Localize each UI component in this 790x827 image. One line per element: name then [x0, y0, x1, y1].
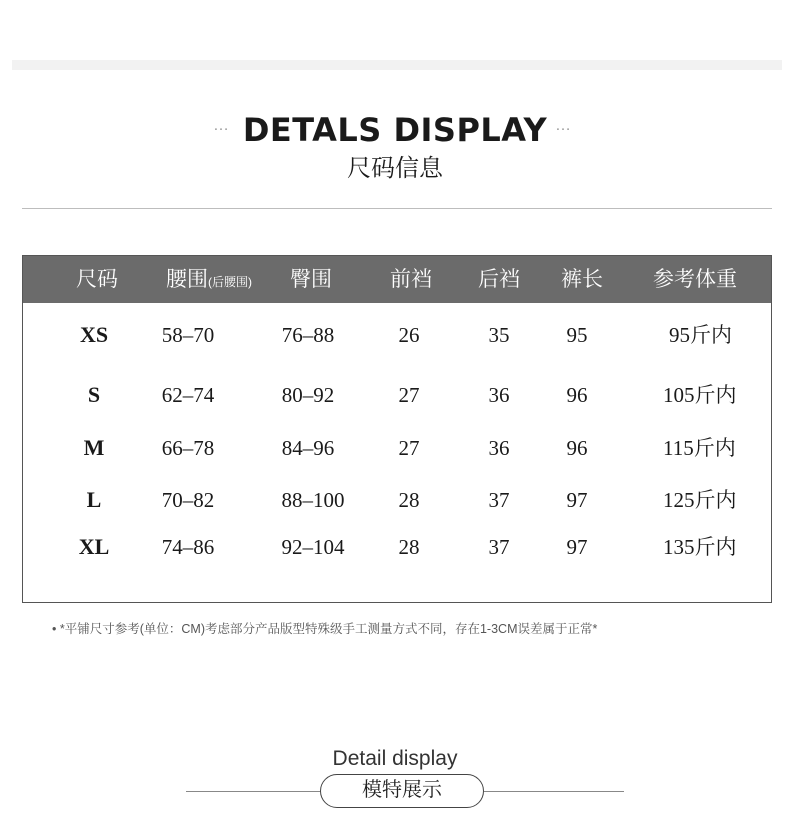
hip-cell: 88–100 — [281, 488, 345, 512]
length-cell: 95 — [566, 323, 588, 347]
front-rise-cell: 28 — [398, 535, 420, 559]
column-header-weight: 参考体重 — [653, 268, 737, 291]
weight-cell: 95斤内 — [669, 323, 732, 347]
weight-cell: 125斤内 — [663, 488, 737, 512]
weight-cell: 105斤内 — [663, 383, 737, 407]
column-header-waist-note: (后腰围) — [208, 275, 252, 289]
section-header — [0, 110, 790, 190]
table-row — [23, 485, 771, 515]
size-cell: M — [83, 435, 105, 460]
decor-dots-left: … — [213, 117, 230, 134]
waist-cell: 62–74 — [161, 383, 215, 407]
waist-cell: 58–70 — [161, 323, 215, 347]
page-subtitle: 尺码信息 — [347, 155, 443, 182]
size-cell: S — [87, 382, 101, 407]
length-cell: 97 — [566, 535, 588, 559]
column-header-waist: 腰围(后腰围) — [166, 268, 252, 291]
measurement-footnote: • *平铺尺寸参考(单位：CM)考虑部分产品版型特殊级手工测量方式不同，存在1-3CM误差属于正常* — [52, 622, 598, 636]
front-rise-cell: 26 — [398, 323, 420, 347]
waist-cell: 70–82 — [161, 488, 215, 512]
length-cell: 97 — [566, 488, 588, 512]
detail-display-title: Detail display — [332, 747, 458, 770]
size-table — [22, 255, 772, 603]
back-rise-cell: 35 — [488, 323, 510, 347]
detail-line-right — [484, 791, 624, 792]
decor-dots-right: … — [555, 117, 572, 134]
back-rise-cell: 36 — [488, 383, 510, 407]
hip-cell: 92–104 — [281, 535, 345, 559]
front-rise-cell: 28 — [398, 488, 420, 512]
hip-cell: 84–96 — [281, 436, 335, 460]
front-rise-cell: 27 — [398, 436, 420, 460]
column-header-length: 裤长 — [561, 268, 603, 291]
column-header-front-rise: 前裆 — [390, 268, 432, 291]
waist-cell: 74–86 — [161, 535, 215, 559]
table-row — [23, 433, 771, 463]
length-cell: 96 — [566, 383, 588, 407]
weight-cell: 115斤内 — [663, 436, 736, 460]
divider — [22, 208, 772, 209]
top-band — [12, 60, 782, 70]
column-header-hip: 臀围 — [290, 268, 332, 291]
hip-cell: 80–92 — [281, 383, 335, 407]
back-rise-cell: 37 — [488, 535, 510, 559]
page-title: DETALS DISPLAY — [242, 111, 548, 149]
model-display-label: 模特展示 — [320, 774, 484, 808]
back-rise-cell: 37 — [488, 488, 510, 512]
table-header — [23, 256, 771, 303]
hip-cell: 76–88 — [281, 323, 335, 347]
detail-line-left — [186, 791, 322, 792]
column-header-back-rise: 后裆 — [478, 268, 520, 291]
size-cell: XS — [79, 322, 109, 347]
size-cell: XL — [78, 534, 110, 559]
front-rise-cell: 27 — [398, 383, 420, 407]
table-row — [23, 380, 771, 410]
back-rise-cell: 36 — [488, 436, 510, 460]
length-cell: 96 — [566, 436, 588, 460]
table-row — [23, 320, 771, 350]
table-row — [23, 532, 771, 562]
waist-cell: 66–78 — [161, 436, 215, 460]
size-cell: L — [86, 487, 102, 512]
column-header-size: 尺码 — [76, 268, 118, 291]
weight-cell: 135斤内 — [663, 535, 737, 559]
